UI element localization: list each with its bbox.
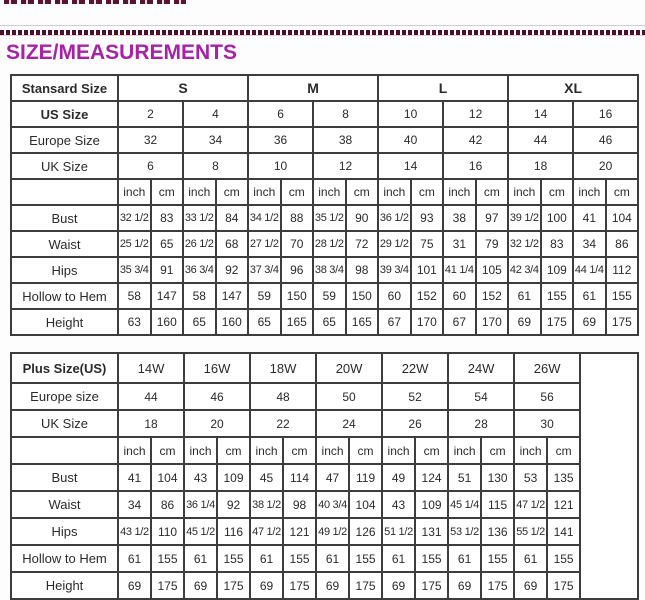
size-value: 50 — [316, 383, 382, 410]
measurement-value: 44 1/4 — [573, 257, 606, 283]
size-value: 44 — [118, 383, 184, 410]
measurement-value: 69 — [250, 572, 283, 599]
measurement-value: 69 — [448, 572, 481, 599]
measurement-value: 34 — [118, 491, 151, 518]
measurement-value: 90 — [346, 205, 379, 231]
measurement-value: 131 — [415, 518, 448, 545]
measurement-value: 91 — [151, 257, 184, 283]
measurement-value: 49 — [382, 464, 415, 491]
table-row — [11, 383, 638, 410]
row-label: Hollow to Hem — [11, 283, 118, 309]
measurement-value: 155 — [151, 545, 184, 572]
unit-inch-label: inch — [514, 437, 547, 464]
measurement-value: 75 — [411, 231, 444, 257]
measurement-value: 104 — [151, 464, 184, 491]
measurement-value: 28 1/2 — [313, 231, 346, 257]
measurement-value: 175 — [541, 309, 574, 335]
unit-cm-label: cm — [151, 179, 184, 205]
unit-cm-label: cm — [283, 437, 316, 464]
size-value: 42 — [443, 127, 508, 153]
measurement-value: 38 3/4 — [313, 257, 346, 283]
measurement-value: 49 1/2 — [316, 518, 349, 545]
measurement-value: 45 — [250, 464, 283, 491]
row-label: Height — [11, 572, 118, 599]
table-row — [11, 491, 638, 518]
measurement-value: 155 — [541, 283, 574, 309]
size-group-label: 24W — [448, 353, 514, 383]
size-value: 46 — [573, 127, 638, 153]
measurement-value: 55 1/2 — [514, 518, 547, 545]
measurement-value: 37 3/4 — [248, 257, 281, 283]
measurement-value: 61 — [316, 545, 349, 572]
page-title: SIZE/MEASUREMENTS — [6, 41, 238, 64]
measurement-value: 83 — [151, 205, 184, 231]
measurement-value: 126 — [349, 518, 382, 545]
table-row — [11, 518, 638, 545]
measurement-value: 36 1/4 — [184, 491, 217, 518]
measurement-value: 61 — [382, 545, 415, 572]
unit-cm-label: cm — [606, 179, 639, 205]
measurement-value: 109 — [415, 491, 448, 518]
measurement-value: 155 — [349, 545, 382, 572]
measurement-value: 121 — [547, 491, 580, 518]
size-value: 4 — [183, 101, 248, 127]
size-value: 54 — [448, 383, 514, 410]
measurement-value: 67 — [378, 309, 411, 335]
measurement-value: 112 — [606, 257, 639, 283]
measurement-value: 135 — [547, 464, 580, 491]
row-label: US Size — [11, 101, 118, 127]
measurement-value: 160 — [216, 309, 249, 335]
measurement-value: 170 — [476, 309, 509, 335]
measurement-value: 36 1/2 — [378, 205, 411, 231]
measurement-value: 155 — [547, 545, 580, 572]
measurement-value: 124 — [415, 464, 448, 491]
measurement-value: 45 1/4 — [448, 491, 481, 518]
measurement-value: 69 — [118, 572, 151, 599]
unit-cm-label: cm — [281, 179, 314, 205]
row-label: Waist — [11, 231, 118, 257]
measurement-value: 69 — [316, 572, 349, 599]
unit-inch-label: inch — [248, 179, 281, 205]
measurement-value: 175 — [606, 309, 639, 335]
row-label: Hips — [11, 257, 118, 283]
table-row — [11, 437, 638, 464]
unit-cm-label: cm — [411, 179, 444, 205]
measurement-value: 104 — [606, 205, 639, 231]
size-group-label: S — [118, 75, 248, 101]
size-value: 34 — [183, 127, 248, 153]
measurement-value: 92 — [217, 491, 250, 518]
measurement-value: 175 — [349, 572, 382, 599]
unit-row-spacer — [11, 179, 118, 205]
measurement-value: 116 — [217, 518, 250, 545]
unit-cm-label: cm — [216, 179, 249, 205]
measurement-value: 86 — [151, 491, 184, 518]
measurement-value: 93 — [411, 205, 444, 231]
table-row — [11, 353, 638, 383]
measurement-value: 150 — [346, 283, 379, 309]
measurement-value: 39 1/2 — [508, 205, 541, 231]
empty-cell — [580, 353, 638, 599]
row-label: UK Size — [11, 410, 118, 437]
measurement-value: 155 — [217, 545, 250, 572]
measurement-value: 97 — [476, 205, 509, 231]
measurement-value: 109 — [217, 464, 250, 491]
unit-cm-label: cm — [547, 437, 580, 464]
measurement-value: 43 — [382, 491, 415, 518]
size-value: 6 — [248, 101, 313, 127]
measurement-value: 61 — [118, 545, 151, 572]
measurement-value: 61 — [250, 545, 283, 572]
dashed-separator — [0, 30, 645, 36]
size-value: 36 — [248, 127, 313, 153]
measurement-value: 40 3/4 — [316, 491, 349, 518]
measurement-value: 79 — [476, 231, 509, 257]
table-row — [11, 75, 638, 101]
measurement-value: 155 — [481, 545, 514, 572]
size-value: 12 — [443, 101, 508, 127]
measurement-value: 61 — [508, 283, 541, 309]
measurement-value: 98 — [346, 257, 379, 283]
standard-size-table — [10, 74, 639, 336]
table-row — [11, 257, 638, 283]
measurement-value: 96 — [281, 257, 314, 283]
measurement-value: 47 1/2 — [514, 491, 547, 518]
unit-inch-label: inch — [118, 179, 151, 205]
measurement-value: 119 — [349, 464, 382, 491]
row-label: Hips — [11, 518, 118, 545]
size-value: 14 — [508, 101, 573, 127]
measurement-value: 26 1/2 — [183, 231, 216, 257]
measurement-value: 53 — [514, 464, 547, 491]
row-label: Europe Size — [11, 127, 118, 153]
measurement-value: 67 — [443, 309, 476, 335]
size-value: 20 — [184, 410, 250, 437]
table-row — [11, 283, 638, 309]
measurement-value: 84 — [216, 205, 249, 231]
table-row — [11, 572, 638, 599]
measurement-value: 152 — [411, 283, 444, 309]
measurement-value: 175 — [415, 572, 448, 599]
measurement-value: 92 — [216, 257, 249, 283]
measurement-value: 88 — [281, 205, 314, 231]
unit-cm-label: cm — [476, 179, 509, 205]
size-group-label: 22W — [382, 353, 448, 383]
table-row — [11, 179, 638, 205]
size-value: 10 — [378, 101, 443, 127]
measurement-value: 60 — [443, 283, 476, 309]
measurement-value: 32 1/2 — [508, 231, 541, 257]
size-value: 18 — [508, 153, 573, 179]
unit-cm-label: cm — [346, 179, 379, 205]
unit-inch-label: inch — [378, 179, 411, 205]
table-row — [11, 309, 638, 335]
unit-inch-label: inch — [184, 437, 217, 464]
measurement-value: 41 — [573, 205, 606, 231]
measurement-value: 175 — [481, 572, 514, 599]
unit-inch-label: inch — [313, 179, 346, 205]
measurement-value: 58 — [118, 283, 151, 309]
measurement-value: 101 — [411, 257, 444, 283]
measurement-value: 175 — [217, 572, 250, 599]
measurement-value: 27 1/2 — [248, 231, 281, 257]
size-value: 44 — [508, 127, 573, 153]
measurement-value: 100 — [541, 205, 574, 231]
row-label: Hollow to Hem — [11, 545, 118, 572]
measurement-value: 98 — [283, 491, 316, 518]
measurement-value: 69 — [382, 572, 415, 599]
measurement-value: 105 — [476, 257, 509, 283]
measurement-value: 51 — [448, 464, 481, 491]
size-value: 10 — [248, 153, 313, 179]
measurement-value: 130 — [481, 464, 514, 491]
measurement-value: 61 — [448, 545, 481, 572]
size-value: 26 — [382, 410, 448, 437]
size-value: 8 — [313, 101, 378, 127]
measurement-value: 86 — [606, 231, 639, 257]
size-group-label: 14W — [118, 353, 184, 383]
table-row — [11, 231, 638, 257]
unit-inch-label: inch — [316, 437, 349, 464]
measurement-value: 51 1/2 — [382, 518, 415, 545]
row-label: UK Size — [11, 153, 118, 179]
size-value: 22 — [250, 410, 316, 437]
measurement-value: 58 — [183, 283, 216, 309]
table-row — [11, 205, 638, 231]
corner-label: Stansard Size — [11, 75, 118, 101]
size-value: 56 — [514, 383, 580, 410]
corner-label: Plus Size(US) — [11, 353, 118, 383]
size-value: 12 — [313, 153, 378, 179]
size-group-label: 16W — [184, 353, 250, 383]
size-value: 16 — [443, 153, 508, 179]
measurement-value: 147 — [216, 283, 249, 309]
measurement-value: 65 — [313, 309, 346, 335]
row-label: Bust — [11, 464, 118, 491]
row-label: Waist — [11, 491, 118, 518]
measurement-value: 42 3/4 — [508, 257, 541, 283]
measurement-value: 165 — [346, 309, 379, 335]
unit-inch-label: inch — [508, 179, 541, 205]
size-value: 2 — [118, 101, 183, 127]
measurement-value: 59 — [313, 283, 346, 309]
measurement-value: 63 — [118, 309, 151, 335]
measurement-value: 115 — [481, 491, 514, 518]
measurement-value: 41 — [118, 464, 151, 491]
size-value: 32 — [118, 127, 183, 153]
measurement-value: 69 — [184, 572, 217, 599]
size-group-label: M — [248, 75, 378, 101]
measurement-value: 61 — [184, 545, 217, 572]
unit-inch-label: inch — [183, 179, 216, 205]
size-group-label: 18W — [250, 353, 316, 383]
measurement-value: 34 — [573, 231, 606, 257]
measurement-value: 35 1/2 — [313, 205, 346, 231]
measurement-value: 36 3/4 — [183, 257, 216, 283]
measurement-value: 69 — [508, 309, 541, 335]
size-value: 8 — [183, 153, 248, 179]
table-row — [11, 410, 638, 437]
row-label: Height — [11, 309, 118, 335]
measurement-value: 104 — [349, 491, 382, 518]
measurement-value: 35 3/4 — [118, 257, 151, 283]
measurement-value: 65 — [151, 231, 184, 257]
measurement-value: 61 — [573, 283, 606, 309]
unit-inch-label: inch — [382, 437, 415, 464]
measurement-value: 150 — [281, 283, 314, 309]
measurement-value: 152 — [476, 283, 509, 309]
measurement-value: 141 — [547, 518, 580, 545]
measurement-value: 155 — [606, 283, 639, 309]
unit-cm-label: cm — [349, 437, 382, 464]
measurement-value: 47 — [316, 464, 349, 491]
unit-inch-label: inch — [118, 437, 151, 464]
measurement-value: 59 — [248, 283, 281, 309]
measurement-value: 72 — [346, 231, 379, 257]
size-value: 14 — [378, 153, 443, 179]
size-group-label: 20W — [316, 353, 382, 383]
measurement-value: 60 — [378, 283, 411, 309]
measurement-value: 65 — [183, 309, 216, 335]
measurement-value: 68 — [216, 231, 249, 257]
unit-cm-label: cm — [481, 437, 514, 464]
size-group-label: L — [378, 75, 508, 101]
size-value: 52 — [382, 383, 448, 410]
measurement-value: 38 1/2 — [250, 491, 283, 518]
measurement-value: 65 — [248, 309, 281, 335]
size-value: 46 — [184, 383, 250, 410]
measurement-value: 121 — [283, 518, 316, 545]
measurement-value: 34 1/2 — [248, 205, 281, 231]
measurement-value: 25 1/2 — [118, 231, 151, 257]
measurement-value: 29 1/2 — [378, 231, 411, 257]
measurement-value: 45 1/2 — [184, 518, 217, 545]
measurement-value: 175 — [151, 572, 184, 599]
size-value: 16 — [573, 101, 638, 127]
size-value: 40 — [378, 127, 443, 153]
table-row — [11, 464, 638, 491]
measurement-value: 155 — [283, 545, 316, 572]
measurement-value: 147 — [151, 283, 184, 309]
unit-inch-label: inch — [250, 437, 283, 464]
measurement-value: 165 — [281, 309, 314, 335]
measurement-value: 41 1/4 — [443, 257, 476, 283]
size-value: 28 — [448, 410, 514, 437]
measurement-value: 155 — [415, 545, 448, 572]
row-label: Europe size — [11, 383, 118, 410]
unit-inch-label: inch — [443, 179, 476, 205]
measurement-value: 69 — [573, 309, 606, 335]
divider-line — [0, 25, 645, 26]
measurement-value: 160 — [151, 309, 184, 335]
plus-size-table — [10, 352, 639, 600]
measurement-value: 114 — [283, 464, 316, 491]
measurement-value: 32 1/2 — [118, 205, 151, 231]
unit-cm-label: cm — [217, 437, 250, 464]
size-group-label: XL — [508, 75, 638, 101]
measurement-value: 170 — [411, 309, 444, 335]
measurement-value: 69 — [514, 572, 547, 599]
unit-row-spacer — [11, 437, 118, 464]
measurement-value: 43 1/2 — [118, 518, 151, 545]
unit-cm-label: cm — [415, 437, 448, 464]
clipped-header-text-fragment — [4, 0, 186, 4]
measurement-value: 38 — [443, 205, 476, 231]
table-row — [11, 101, 638, 127]
unit-inch-label: inch — [573, 179, 606, 205]
size-value: 18 — [118, 410, 184, 437]
measurement-value: 70 — [281, 231, 314, 257]
row-label: Bust — [11, 205, 118, 231]
measurement-value: 33 1/2 — [183, 205, 216, 231]
unit-inch-label: inch — [448, 437, 481, 464]
size-value: 24 — [316, 410, 382, 437]
size-group-label: 26W — [514, 353, 580, 383]
measurement-value: 31 — [443, 231, 476, 257]
table-row — [11, 127, 638, 153]
measurement-value: 39 3/4 — [378, 257, 411, 283]
measurement-value: 53 1/2 — [448, 518, 481, 545]
table-row — [11, 153, 638, 179]
size-value: 30 — [514, 410, 580, 437]
measurement-value: 43 — [184, 464, 217, 491]
measurement-value: 61 — [514, 545, 547, 572]
measurement-value: 110 — [151, 518, 184, 545]
unit-cm-label: cm — [151, 437, 184, 464]
measurement-value: 175 — [283, 572, 316, 599]
size-value: 20 — [573, 153, 638, 179]
measurement-value: 136 — [481, 518, 514, 545]
measurement-value: 109 — [541, 257, 574, 283]
measurement-value: 175 — [547, 572, 580, 599]
table-row — [11, 545, 638, 572]
measurement-value: 47 1/2 — [250, 518, 283, 545]
unit-cm-label: cm — [541, 179, 574, 205]
size-value: 38 — [313, 127, 378, 153]
measurement-value: 83 — [541, 231, 574, 257]
size-value: 6 — [118, 153, 183, 179]
size-value: 48 — [250, 383, 316, 410]
